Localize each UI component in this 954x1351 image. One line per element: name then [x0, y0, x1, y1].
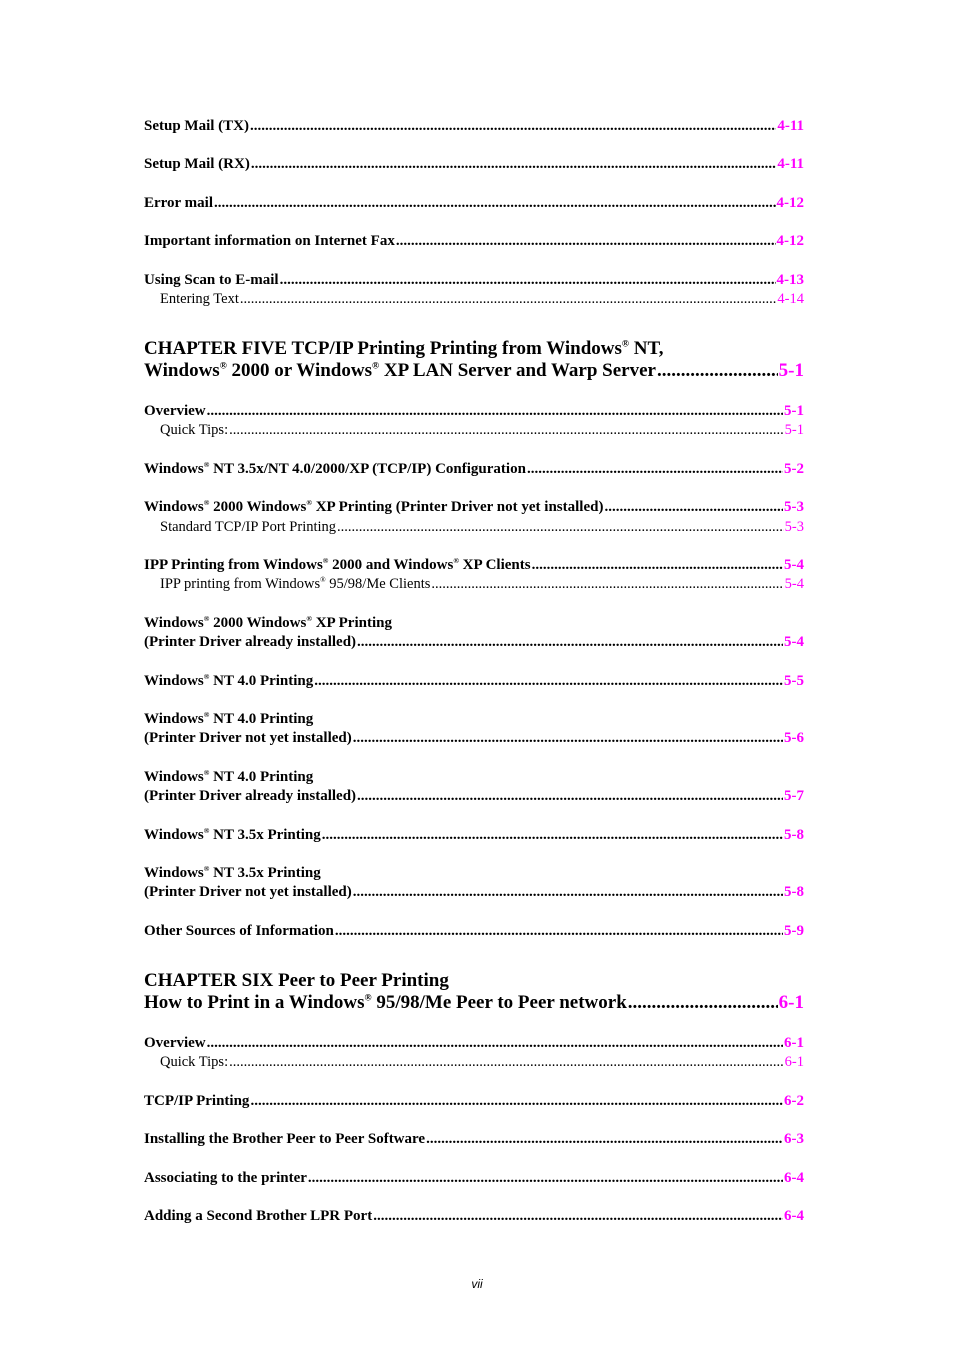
toc-entry-title: Quick Tips:: [160, 1054, 229, 1070]
toc-entry-adding-second-lpr-port[interactable]: [144, 1207, 804, 1225]
toc-subentry-entering-text[interactable]: [160, 290, 804, 308]
toc-entry-title: NT 4.0 Printing: [209, 769, 314, 785]
toc-entry-page: 5-4: [784, 634, 804, 650]
toc-entry-title: Setup Mail (TX): [144, 118, 249, 134]
toc-entry-page: 4-11: [777, 156, 804, 172]
registered-mark: ®: [203, 498, 210, 507]
toc-entry-title: (Printer Driver not yet installed): [144, 884, 352, 900]
toc-entry-title: Error mail: [144, 195, 214, 211]
toc-entry-title: (Printer Driver already installed): [144, 788, 357, 804]
toc-entry-page: 5-1: [784, 422, 804, 438]
leader-dots: [251, 155, 777, 173]
toc-entry-page: 5-7: [784, 788, 804, 804]
chapter-heading-text: CHAPTER FIVE TCP/IP Printing Printing from Windows: [144, 338, 622, 359]
toc-entry-nt40-installed[interactable]: [144, 787, 804, 805]
toc-entry-other-sources[interactable]: [144, 922, 804, 940]
chapter-heading-text: Windows® 2000 or Windows® XP LAN Server and Warp Server: [144, 360, 656, 381]
toc-entry-title: (Printer Driver already installed): [144, 634, 357, 650]
leader-dots: [207, 402, 783, 420]
registered-mark: ®: [203, 826, 210, 835]
toc-entry-title: Installing the Brother Peer to Peer Software: [144, 1131, 426, 1147]
leader-dots: [527, 460, 783, 478]
toc-entry-title: Standard TCP/IP Port Printing: [160, 519, 337, 535]
leader-dots: [229, 421, 784, 439]
leader-dots: [214, 194, 775, 212]
toc-chapter-five[interactable]: [144, 360, 804, 382]
registered-mark: ®: [203, 864, 210, 873]
toc-entry-title: Windows® 2000 Windows® XP Printing (Printer Driver not yet installed): [144, 498, 604, 515]
leader-dots: [396, 232, 776, 250]
toc-entry-page: 6-1: [778, 992, 804, 1013]
chapter-six-heading-line1: [144, 970, 449, 992]
registered-mark: ®: [621, 339, 629, 350]
leader-dots: [357, 633, 783, 651]
leader-dots: [308, 1169, 783, 1187]
toc-entry-page: 6-2: [784, 1093, 804, 1109]
toc-chapter-six[interactable]: [144, 992, 804, 1014]
toc-entry-title: 2000 Windows: [209, 615, 307, 631]
toc-entry-page: 6-4: [784, 1170, 804, 1186]
toc-entry-title: Windows: [144, 769, 204, 785]
registered-mark: ®: [453, 556, 459, 565]
toc-entry-installing-peer-software[interactable]: [144, 1130, 804, 1148]
toc-entry-page: 5-8: [784, 827, 804, 843]
leader-dots: [240, 290, 777, 308]
chapter-heading-text: CHAPTER SIX Peer to Peer Printing: [144, 970, 449, 991]
toc-entry-title: Windows: [144, 711, 204, 727]
leader-dots: [431, 575, 783, 593]
toc-entry-2000-xp-printing-installed-line1: [144, 614, 392, 632]
leader-dots: [250, 1092, 783, 1110]
registered-mark: ®: [203, 460, 210, 469]
toc-entry-title: Windows: [144, 865, 204, 881]
registered-mark: ®: [322, 556, 329, 565]
toc-entry-title: Overview: [144, 403, 206, 419]
toc-entry-page: 5-2: [784, 461, 804, 477]
toc-entry-title: (Printer Driver not yet installed): [144, 730, 352, 746]
toc-entry-page: 4-12: [776, 195, 804, 211]
toc-entry-page: 6-1: [784, 1035, 804, 1051]
toc-entry-2000-xp-printing-installed[interactable]: [144, 633, 804, 651]
toc-entry-title: Entering Text: [160, 291, 239, 307]
toc-entry-page: 6-1: [784, 1054, 804, 1070]
toc-entry-title: NT 3.5x Printing: [209, 865, 321, 881]
leader-dots: [353, 883, 783, 901]
toc-subentry-quick-tips-6[interactable]: [160, 1053, 804, 1071]
chapter-five-heading-line1: [144, 338, 663, 360]
toc-entry-overview-6[interactable]: [144, 1034, 804, 1052]
registered-mark: ®: [203, 710, 210, 719]
toc-entry-tcpip-configuration[interactable]: [144, 460, 804, 478]
toc-entry-page: 4-11: [777, 118, 804, 134]
leader-dots: [628, 992, 778, 1014]
registered-mark: ®: [203, 672, 210, 681]
registered-mark: ®: [203, 614, 210, 623]
toc-entry-2000-xp-printing-not-installed[interactable]: [144, 498, 804, 516]
toc-subentry-standard-tcpip-port[interactable]: [160, 518, 804, 536]
toc-entry-associating-printer[interactable]: [144, 1169, 804, 1187]
toc-entry-nt40-installed-line1: [144, 768, 313, 786]
toc-entry-title: Adding a Second Brother LPR Port: [144, 1208, 373, 1224]
toc-entry-page: 5-1: [784, 403, 804, 419]
toc-entry-page: 4-12: [776, 233, 804, 249]
registered-mark: ®: [371, 361, 380, 372]
toc-entry-page: 5-4: [784, 576, 804, 592]
toc-entry-page: 5-9: [784, 923, 804, 939]
toc-entry-nt35x-not-installed[interactable]: [144, 883, 804, 901]
leader-dots: [322, 826, 783, 844]
toc-entry-nt40-not-installed-line1: [144, 710, 313, 728]
toc-entry-page: 5-4: [784, 557, 804, 573]
chapter-heading-text: How to Print in a Windows® 95/98/Me Peer to Peer network: [144, 992, 627, 1013]
toc-entry-title: Associating to the printer: [144, 1170, 307, 1186]
toc-entry-title: IPP printing from Windows® 95/98/Me Clients: [160, 576, 431, 592]
toc-entry-using-scan-to-email[interactable]: [144, 271, 804, 289]
leader-dots: [250, 117, 776, 135]
toc-entry-page: 5-1: [778, 360, 804, 381]
toc-entry-page: 5-3: [784, 519, 804, 535]
toc-entry-page: 4-13: [776, 272, 804, 288]
toc-entry-nt35x-not-installed-line1: [144, 864, 321, 882]
leader-dots: [280, 271, 776, 289]
toc-entry-overview[interactable]: [144, 402, 804, 420]
toc-entry-title: Windows® NT 3.5x Printing: [144, 826, 321, 843]
toc-entry-title: IPP Printing from Windows® 2000 and Windows® XP Clients: [144, 556, 531, 573]
leader-dots: [357, 787, 783, 805]
toc-entry-title: Windows® NT 4.0 Printing: [144, 672, 314, 689]
toc-subentry-ipp-95-98-me[interactable]: [160, 575, 804, 593]
registered-mark: ®: [203, 768, 210, 777]
toc-entry-page: 5-8: [784, 884, 804, 900]
toc-entry-title: Windows® NT 3.5x/NT 4.0/2000/XP (TCP/IP) Configuration: [144, 460, 526, 477]
toc-entry-nt40-printing[interactable]: [144, 672, 804, 690]
toc-subentry-quick-tips[interactable]: [160, 421, 804, 439]
registered-mark: ®: [306, 498, 312, 507]
toc-entry-error-mail[interactable]: [144, 194, 804, 212]
toc-entry-page: 6-4: [784, 1208, 804, 1224]
leader-dots: [604, 498, 783, 516]
toc-entry-title: Setup Mail (RX): [144, 156, 250, 172]
toc-entry-title: Using Scan to E-mail: [144, 272, 279, 288]
toc-entry-ipp-printing-2000-xp[interactable]: [144, 556, 804, 574]
leader-dots: [353, 729, 783, 747]
leader-dots: [229, 1053, 784, 1071]
chapter-heading-text: NT,: [629, 338, 664, 359]
registered-mark: ®: [320, 576, 326, 585]
page-number: vii: [471, 1277, 483, 1291]
toc-entry-page: 5-6: [784, 730, 804, 746]
toc-entry-title: Overview: [144, 1035, 206, 1051]
leader-dots: [426, 1130, 783, 1148]
toc-entry-title: Other Sources of Information: [144, 923, 334, 939]
toc-entry-page: 5-3: [784, 499, 804, 515]
toc-entry-page: 6-3: [784, 1131, 804, 1147]
leader-dots: [373, 1207, 783, 1225]
toc-entry-nt40-not-installed[interactable]: [144, 729, 804, 747]
toc-entry-setup-mail-rx[interactable]: [144, 155, 804, 173]
toc-entry-important-info-internet-fax[interactable]: [144, 232, 804, 250]
registered-mark: ®: [219, 361, 227, 372]
toc-entry-page: 4-14: [777, 291, 804, 307]
leader-dots: [657, 360, 778, 382]
toc-entry-tcpip-printing[interactable]: [144, 1092, 804, 1110]
toc-entry-setup-mail-tx[interactable]: [144, 117, 804, 135]
toc-entry-nt35x-printing[interactable]: [144, 826, 804, 844]
leader-dots: [335, 922, 783, 940]
toc-entry-title: Windows: [144, 615, 204, 631]
toc-entry-page: 5-5: [784, 673, 804, 689]
toc-entry-title: Quick Tips:: [160, 422, 229, 438]
leader-dots: [314, 672, 783, 690]
leader-dots: [207, 1034, 783, 1052]
registered-mark: ®: [364, 993, 372, 1004]
toc-entry-title: Important information on Internet Fax: [144, 233, 395, 249]
toc-entry-title: TCP/IP Printing: [144, 1093, 250, 1109]
toc-entry-title: NT 4.0 Printing: [209, 711, 314, 727]
registered-mark: ®: [306, 614, 312, 623]
toc-entry-title: XP Printing: [311, 615, 392, 631]
leader-dots: [532, 556, 783, 574]
leader-dots: [337, 518, 784, 536]
